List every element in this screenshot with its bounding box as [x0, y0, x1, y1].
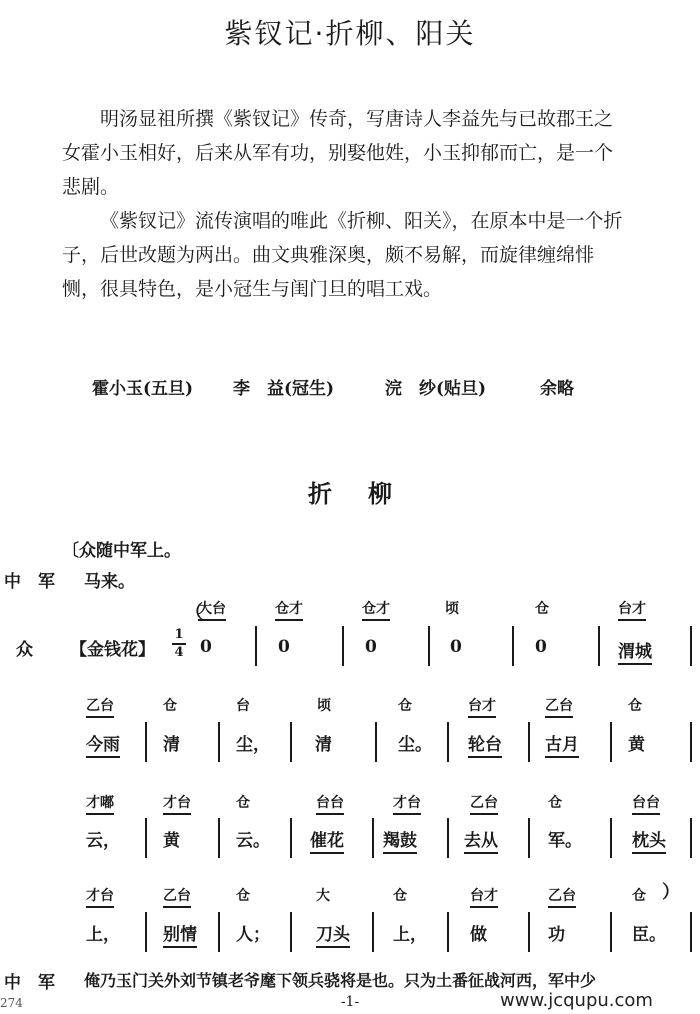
- lyric-syllable: 上，: [393, 925, 427, 945]
- page-number: -1-: [340, 994, 360, 1010]
- bar-line: [690, 722, 692, 762]
- meter-numerator: 1: [174, 627, 184, 642]
- speech: 马来。: [84, 572, 135, 592]
- bar-line: [610, 912, 612, 952]
- bar-line: [290, 818, 292, 858]
- speaker: 中 军: [4, 572, 55, 592]
- lyric-syllable: 羯鼓: [383, 826, 417, 854]
- bar-line: [372, 818, 374, 858]
- intro-line: 悲剧。: [62, 176, 120, 198]
- percussion-syllable: 顷: [445, 601, 459, 617]
- lyric-syllable: 枕头: [632, 826, 666, 854]
- bar-line: [290, 912, 292, 952]
- lyric-syllable: 今雨: [86, 730, 120, 758]
- lyric-syllable: 0: [535, 637, 547, 657]
- percussion-syllable: 才台: [393, 792, 421, 815]
- lyric-syllable: 0: [450, 637, 462, 657]
- bar-line: [218, 912, 220, 952]
- percussion-syllable: 顷: [317, 698, 331, 714]
- close-paren: ）: [662, 882, 680, 903]
- percussion-syllable: 乙台: [163, 885, 191, 908]
- percussion-syllable: 仓才: [275, 598, 303, 621]
- lyric-syllable: 轮台: [468, 730, 502, 758]
- singer: 众: [16, 640, 33, 660]
- percussion-syllable: 才台: [86, 885, 114, 908]
- percussion-syllable: 台台: [316, 792, 344, 815]
- corner-mark: 274: [0, 996, 23, 1010]
- percussion-syllable: 乙台: [86, 695, 114, 718]
- lyric-syllable: 清: [315, 735, 332, 755]
- bar-line: [690, 626, 692, 666]
- bar-line: [428, 626, 430, 666]
- bar-line: [218, 722, 220, 762]
- lyric-syllable: 清: [163, 735, 180, 755]
- bar-line: [375, 722, 377, 762]
- bar-line: [255, 626, 257, 666]
- lyric-syllable: 尘。: [398, 735, 432, 755]
- percussion-syllable: 才台: [163, 792, 191, 815]
- lyric-syllable: 上，: [86, 925, 120, 945]
- percussion-syllable: 台才: [468, 695, 496, 718]
- meter-denominator: 4: [174, 645, 184, 660]
- bar-line: [528, 818, 530, 858]
- bar-line: [447, 818, 449, 858]
- lyric-syllable: 去从: [464, 826, 498, 854]
- lyric-syllable: 黄: [628, 735, 645, 755]
- percussion-syllable: 大: [316, 888, 330, 904]
- percussion-syllable: 仓才: [362, 598, 390, 621]
- lyric-syllable: 尘，: [236, 735, 270, 755]
- percussion-syllable: 仓: [628, 698, 642, 714]
- lyric-syllable: 云。: [236, 831, 270, 851]
- percussion-syllable: 台才: [470, 885, 498, 908]
- lyric-syllable: 黄: [163, 831, 180, 851]
- bar-line: [342, 626, 344, 666]
- bar-line: [598, 626, 600, 666]
- percussion-syllable: 乙台: [548, 885, 576, 908]
- cast-member: 李 益(冠生): [233, 379, 335, 399]
- percussion-syllable: 台才: [618, 598, 646, 621]
- percussion-syllable: 大台: [198, 598, 226, 621]
- stage-direction: 〔众随中军上。: [62, 541, 181, 561]
- bar-line: [528, 912, 530, 952]
- intro-line: 恻，很具特色，是小冠生与闺门旦的唱工戏。: [62, 278, 443, 300]
- speaker: 中 军: [4, 973, 55, 993]
- lyric-syllable: 人；: [236, 925, 270, 945]
- lyric-syllable: 臣。: [632, 925, 666, 945]
- lyric-syllable: 渭城: [618, 637, 652, 665]
- lyric-syllable: 功: [548, 925, 565, 945]
- percussion-syllable: 仓: [163, 698, 177, 714]
- bar-line: [512, 626, 514, 666]
- intro-line: 《紫钗记》流传演唱的唯此《折柳、阳关》，在原本中是一个折: [100, 210, 623, 232]
- percussion-syllable: 仓: [236, 888, 250, 904]
- bar-line: [290, 722, 292, 762]
- bar-line: [690, 912, 692, 952]
- bar-line: [447, 912, 449, 952]
- bar-line: [610, 818, 612, 858]
- bar-line: [528, 722, 530, 762]
- lyric-syllable: 古月: [545, 730, 579, 758]
- intro-line: 子，后世改题为两出。曲文典雅深奥，颇不易解，而旋律缠绵悱: [62, 244, 595, 266]
- speech: 俺乃玉门关外刘节镇老爷麾下领兵骁将是也。只为土番征战河西，军中少: [84, 971, 597, 990]
- bar-line: [447, 722, 449, 762]
- cast-member: 余略: [540, 379, 574, 399]
- percussion-syllable: 台: [236, 698, 250, 714]
- percussion-syllable: 乙台: [470, 792, 498, 815]
- cast-member: 霍小玉(五旦): [92, 379, 194, 399]
- percussion-syllable: 仓: [393, 888, 407, 904]
- section-title: 折柳: [308, 479, 428, 508]
- page-title: 紫钗记·折柳、阳关: [224, 17, 476, 50]
- lyric-syllable: 别情: [163, 920, 197, 948]
- bar-line: [610, 722, 612, 762]
- lyric-syllable: 刀头: [316, 920, 350, 948]
- percussion-syllable: 仓: [535, 601, 549, 617]
- cast-member: 浣 纱(贴旦): [385, 379, 487, 399]
- lyric-syllable: 云，: [86, 831, 120, 851]
- percussion-syllable: 乙台: [545, 695, 573, 718]
- percussion-syllable: 仓: [236, 795, 250, 811]
- bar-line: [145, 818, 147, 858]
- open-paren: （: [185, 602, 203, 623]
- lyric-syllable: 做: [470, 925, 487, 945]
- percussion-syllable: 仓: [632, 888, 646, 904]
- lyric-syllable: 0: [365, 637, 377, 657]
- bar-line: [145, 912, 147, 952]
- percussion-syllable: 才嘟: [86, 792, 114, 815]
- bar-line: [218, 818, 220, 858]
- tune-name: 【金钱花】: [70, 640, 155, 660]
- bar-line: [690, 818, 692, 858]
- bar-line: [372, 912, 374, 952]
- watermark: www.jcqupu.com: [500, 990, 653, 1011]
- percussion-syllable: 仓: [548, 795, 562, 811]
- percussion-syllable: 台台: [632, 792, 660, 815]
- lyric-syllable: 军。: [548, 831, 582, 851]
- intro-line: 明汤显祖所撰《紫钗记》传奇，写唐诗人李益先与已故郡王之: [100, 108, 614, 130]
- bar-line: [145, 722, 147, 762]
- lyric-syllable: 0: [278, 637, 290, 657]
- lyric-syllable: 催花: [310, 826, 344, 854]
- percussion-syllable: 仓: [398, 698, 412, 714]
- intro-line: 女霍小玉相好，后来从军有功，别娶他姓，小玉抑郁而亡，是一个: [62, 142, 614, 164]
- lyric-syllable: 0: [200, 637, 212, 657]
